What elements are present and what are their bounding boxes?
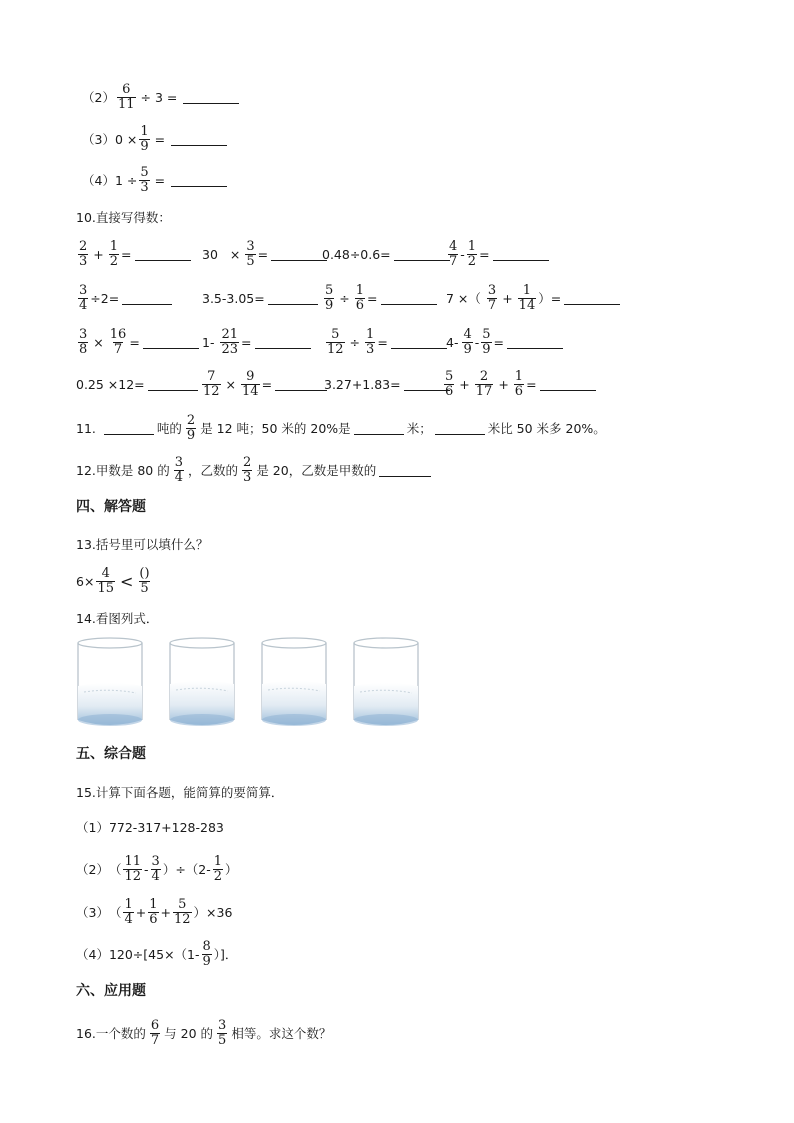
section-heading: 六、应用题 <box>76 983 146 999</box>
fraction: $\frac{11}{12}$ <box>124 853 142 884</box>
answer-blank[interactable] <box>183 91 239 104</box>
q10-item: $\frac{5}{12}$ ÷ $\frac{1}{3}$ = <box>324 326 450 358</box>
fraction: $\frac{1}{9}$ <box>140 123 149 154</box>
q15-part-3: （3） （ $\frac{1}{4}$ + $\frac{1}{6}$ + $\frac{5}{12}$ ）×36 <box>76 896 233 927</box>
answer-blank[interactable] <box>379 464 431 477</box>
fraction: $\frac{5}{12}$ <box>174 896 191 927</box>
problem-2: （2） $\frac{6}{11}$ ÷ 3 = <box>82 82 242 112</box>
answer-blank[interactable] <box>391 336 447 349</box>
q11: 11. 吨的 $\frac{2}{9}$ 是 12 吨；50 米的 20%是 米； 米比 50 米多 20%。 <box>76 412 606 443</box>
fraction: $\frac{1}{2}$ <box>213 853 223 884</box>
q10-item: 4- $\frac{4}{9}$ - $\frac{5}{9}$ = <box>446 326 566 358</box>
answer-blank[interactable] <box>564 292 620 305</box>
q10-item: $\frac{3}{8}$ × $\frac{16}{7}$ = <box>76 326 202 358</box>
glass-of-water-3 <box>260 636 328 728</box>
answer-blank[interactable] <box>507 336 563 349</box>
fraction: $\frac{4}{15}$ <box>97 565 114 596</box>
fraction: $\frac{6}{7}$ <box>150 1017 160 1048</box>
glass-of-water-1 <box>76 636 144 728</box>
problem-label: （3） <box>82 132 115 147</box>
q10-item: $\frac{7}{12}$ × $\frac{9}{14}$ = <box>200 368 330 400</box>
answer-blank[interactable] <box>394 248 450 261</box>
problem-label: （4） <box>82 173 115 188</box>
fraction: $\frac{2}{3}$ <box>243 454 252 485</box>
q10-item: $\frac{3}{4}$ ÷2= <box>76 282 175 314</box>
answer-blank[interactable] <box>540 378 596 391</box>
q10-item: 7 ×（ $\frac{3}{7}$ + $\frac{1}{14}$ ）= <box>446 282 623 314</box>
glass-of-water-2 <box>168 636 236 728</box>
answer-blank[interactable] <box>493 248 549 261</box>
answer-blank[interactable] <box>275 378 327 391</box>
q10-item: $\frac{4}{7}$ - $\frac{1}{2}$ = <box>446 238 552 270</box>
q10-item: 3.27+1.83= <box>324 368 453 400</box>
q10-row-3 <box>76 326 716 358</box>
fraction: $\frac{1}{6}$ <box>149 896 158 927</box>
q10-item: $\frac{5}{6}$ + $\frac{2}{17}$ + $\frac{1}{6}$ = <box>442 368 599 400</box>
answer-blank[interactable] <box>135 248 191 261</box>
fraction: $\frac{1}{4}$ <box>124 896 133 927</box>
fraction: $\frac{2}{9}$ <box>186 412 196 443</box>
answer-fraction[interactable]: $\frac{()}{5}$ <box>139 565 150 596</box>
answer-blank[interactable] <box>268 292 318 305</box>
fraction: $\frac{8}{9}$ <box>202 938 211 969</box>
q10-item: $\frac{2}{3}$ + $\frac{1}{2}$ = <box>76 238 194 270</box>
q10-item: 0.48÷0.6= <box>322 238 453 270</box>
answer-blank[interactable] <box>143 336 199 349</box>
q15-title: 15.计算下面各题，能简算的要简算． <box>76 785 284 800</box>
q10-row-2 <box>76 282 716 314</box>
q15-part-4: （4） 120÷[45×（1- $\frac{8}{9}$ ）]． <box>76 938 238 969</box>
q15-part-1: （1） 772-317+128-283 <box>76 819 224 835</box>
q10-row-1 <box>76 238 716 270</box>
fraction: $\frac{3}{4}$ <box>174 454 184 485</box>
answer-blank[interactable] <box>381 292 437 305</box>
answer-blank[interactable] <box>435 422 485 435</box>
q10-row-4 <box>76 368 716 400</box>
q12: 12.甲数是 80 的 $\frac{3}{4}$ ，乙数的 $\frac{2}{3}$ 是 20，乙数是甲数的 <box>76 454 434 486</box>
q10-title: 10.直接写得数： <box>76 210 171 225</box>
fraction: $\frac{3}{5}$ <box>218 1017 227 1048</box>
answer-blank[interactable] <box>171 174 227 187</box>
answer-blank[interactable] <box>148 378 198 391</box>
answer-blank[interactable] <box>255 336 311 349</box>
problem-label: （2） <box>82 90 115 105</box>
q10-item: 3.5-3.05= <box>202 282 321 314</box>
q10-item: 1- $\frac{21}{23}$ = <box>202 326 314 358</box>
answer-blank[interactable] <box>104 422 154 435</box>
q14-title: 14.看图列式． <box>76 611 159 626</box>
q10-item: 30 × $\frac{3}{5}$ = <box>202 238 330 270</box>
answer-blank[interactable] <box>354 422 404 435</box>
q15-part-2: （2） （ $\frac{11}{12}$ - $\frac{3}{4}$ ）÷（2- $\frac{1}{2}$ ） <box>76 853 238 884</box>
problem-3: （3） 0 × $\frac{1}{9}$ = <box>82 124 230 154</box>
fraction: $\frac{3}{4}$ <box>151 853 160 884</box>
answer-blank[interactable] <box>122 292 172 305</box>
section-heading: 五、综合题 <box>76 746 146 762</box>
fraction: $\frac{5}{3}$ <box>140 164 149 195</box>
q13-expression: 6× $\frac{4}{15}$ < $\frac{()}{5}$ <box>76 565 150 596</box>
q16: 16.一个数的 $\frac{6}{7}$ 与 20 的 $\frac{3}{5}$ 相等。求这个数？ <box>76 1017 332 1048</box>
section-heading: 四、解答题 <box>76 499 146 515</box>
q13-title: 13.括号里可以填什么？ <box>76 537 209 552</box>
q10-item: 0.25 ×12= <box>76 368 201 400</box>
glass-of-water-4 <box>352 636 420 728</box>
answer-blank[interactable] <box>171 133 227 146</box>
answer-blank[interactable] <box>271 248 327 261</box>
fraction: $\frac{6}{11}$ <box>117 81 135 112</box>
q10-item: $\frac{5}{9}$ ÷ $\frac{1}{6}$ = <box>322 282 440 314</box>
problem-4: （4） 1 ÷ $\frac{5}{3}$ = <box>82 165 230 195</box>
